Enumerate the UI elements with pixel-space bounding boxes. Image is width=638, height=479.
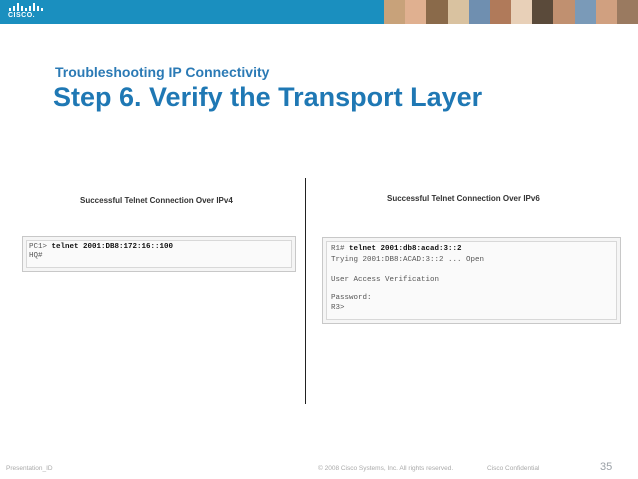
photo-tile <box>469 0 490 24</box>
photo-tile <box>575 0 596 24</box>
terminal-line: Trying 2001:DB8:ACAD:3::2 ... Open <box>331 256 485 264</box>
footer-copyright: © 2008 Cisco Systems, Inc. All rights reserved. <box>318 465 454 472</box>
photo-tile <box>617 0 638 24</box>
footer-presentation-id: Presentation_ID <box>6 465 53 472</box>
terminal-line: PC1> telnet 2001:DB8:172:16::100 <box>29 243 174 251</box>
logo-wordmark: CISCO. <box>8 12 36 19</box>
page-number: 35 <box>600 461 613 473</box>
terminal-line: R1# telnet 2001:db8:acad:3::2 <box>331 245 462 253</box>
terminal-line: User Access Verification <box>331 276 440 284</box>
header-banner <box>0 0 638 24</box>
photo-tile <box>426 0 447 24</box>
ipv4-caption: Successful Telnet Connection Over IPv4 <box>80 196 233 205</box>
footer-confidential: Cisco Confidential <box>487 465 540 472</box>
photo-tile <box>532 0 553 24</box>
terminal-line: HQ# <box>29 252 43 260</box>
ipv6-terminal <box>322 237 621 324</box>
photo-tile <box>553 0 574 24</box>
photo-tile <box>596 0 617 24</box>
photo-tile <box>405 0 426 24</box>
slide-subtitle: Troubleshooting IP Connectivity <box>55 64 270 80</box>
terminal-line: R3> <box>331 304 345 312</box>
terminal-line: Password: <box>331 294 372 302</box>
ipv6-caption: Successful Telnet Connection Over IPv6 <box>387 194 540 203</box>
slide-title: Step 6. Verify the Transport Layer <box>53 82 483 112</box>
photo-tile <box>448 0 469 24</box>
ipv4-terminal <box>22 236 296 272</box>
cisco-logo <box>8 3 48 21</box>
photo-tile <box>490 0 511 24</box>
photo-strip <box>384 0 638 24</box>
photo-tile <box>384 0 405 24</box>
photo-tile <box>511 0 532 24</box>
vertical-divider <box>305 178 306 404</box>
